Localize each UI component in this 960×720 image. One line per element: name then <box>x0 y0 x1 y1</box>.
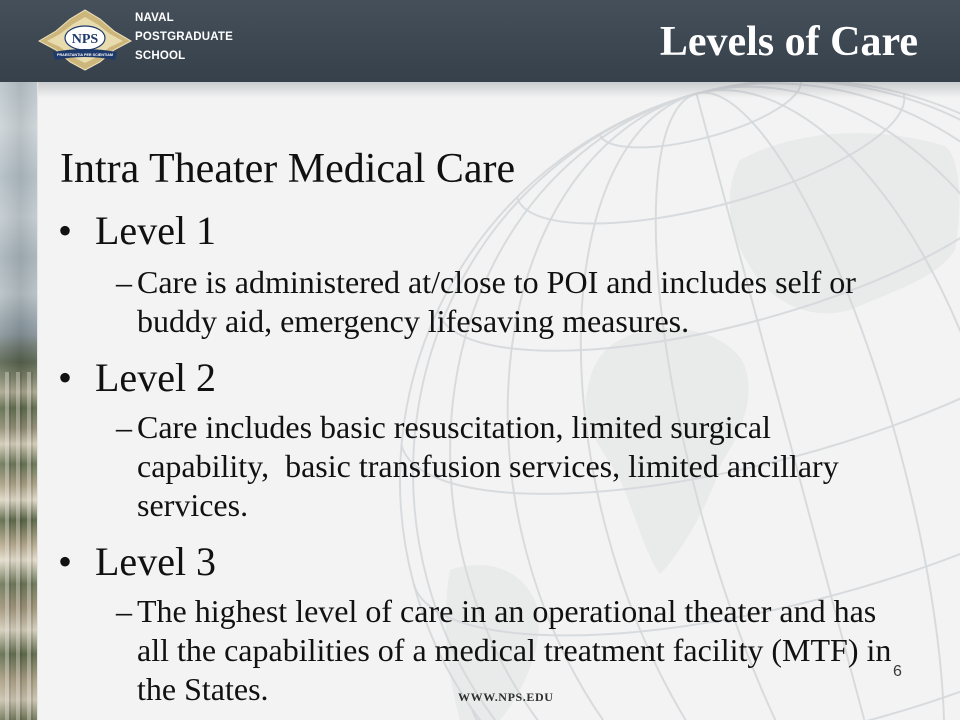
campus-photo-strip <box>0 82 38 720</box>
school-name-line: SCHOOL <box>135 50 186 62</box>
bullet-marker: • <box>58 355 73 400</box>
bullet-marker: • <box>58 208 73 253</box>
logo-motto-text: PRAESTANTIA PER SCIENTIAM <box>57 52 114 57</box>
nps-logo <box>38 5 132 75</box>
bullet-label: Level 1 <box>95 208 217 253</box>
slide-title: Levels of Care <box>659 19 918 65</box>
logo-emblem-text: NPS <box>71 32 99 47</box>
school-name-line: POSTGRADUATE <box>135 31 234 43</box>
sub-bullet-line: the States. <box>137 671 269 707</box>
sub-bullet-line: services. <box>137 487 249 523</box>
header-bar <box>0 0 960 82</box>
page-number: 6 <box>893 663 902 680</box>
footer-website: WWW.NPS.EDU <box>458 690 554 704</box>
sub-bullet-dash: – <box>116 409 132 445</box>
sub-bullet-line: buddy aid, emergency lifesaving measures. <box>137 303 690 339</box>
sub-bullet-dash: – <box>116 593 132 629</box>
school-name <box>135 9 233 66</box>
sub-bullet-line: Care is administered at/close to POI and includes self or <box>137 264 856 300</box>
bullet-label: Level 2 <box>95 355 217 400</box>
sub-bullet-line: The highest level of care in an operational theater and has <box>137 593 877 629</box>
sub-bullet-dash: – <box>116 264 132 300</box>
sub-bullet-line: all the capabilities of a medical treatment facility (MTF) in <box>137 632 892 668</box>
school-name-line: NAVAL <box>135 12 174 24</box>
slide-heading: Intra Theater Medical Care <box>60 146 516 192</box>
sub-bullet-line: Care includes basic resuscitation, limited surgical <box>137 409 771 445</box>
bullet-label: Level 3 <box>95 539 217 584</box>
sub-bullet-line: capability, basic transfusion services, limited ancillary <box>137 448 839 484</box>
header-shadow <box>38 82 960 98</box>
bullet-marker: • <box>58 539 73 584</box>
